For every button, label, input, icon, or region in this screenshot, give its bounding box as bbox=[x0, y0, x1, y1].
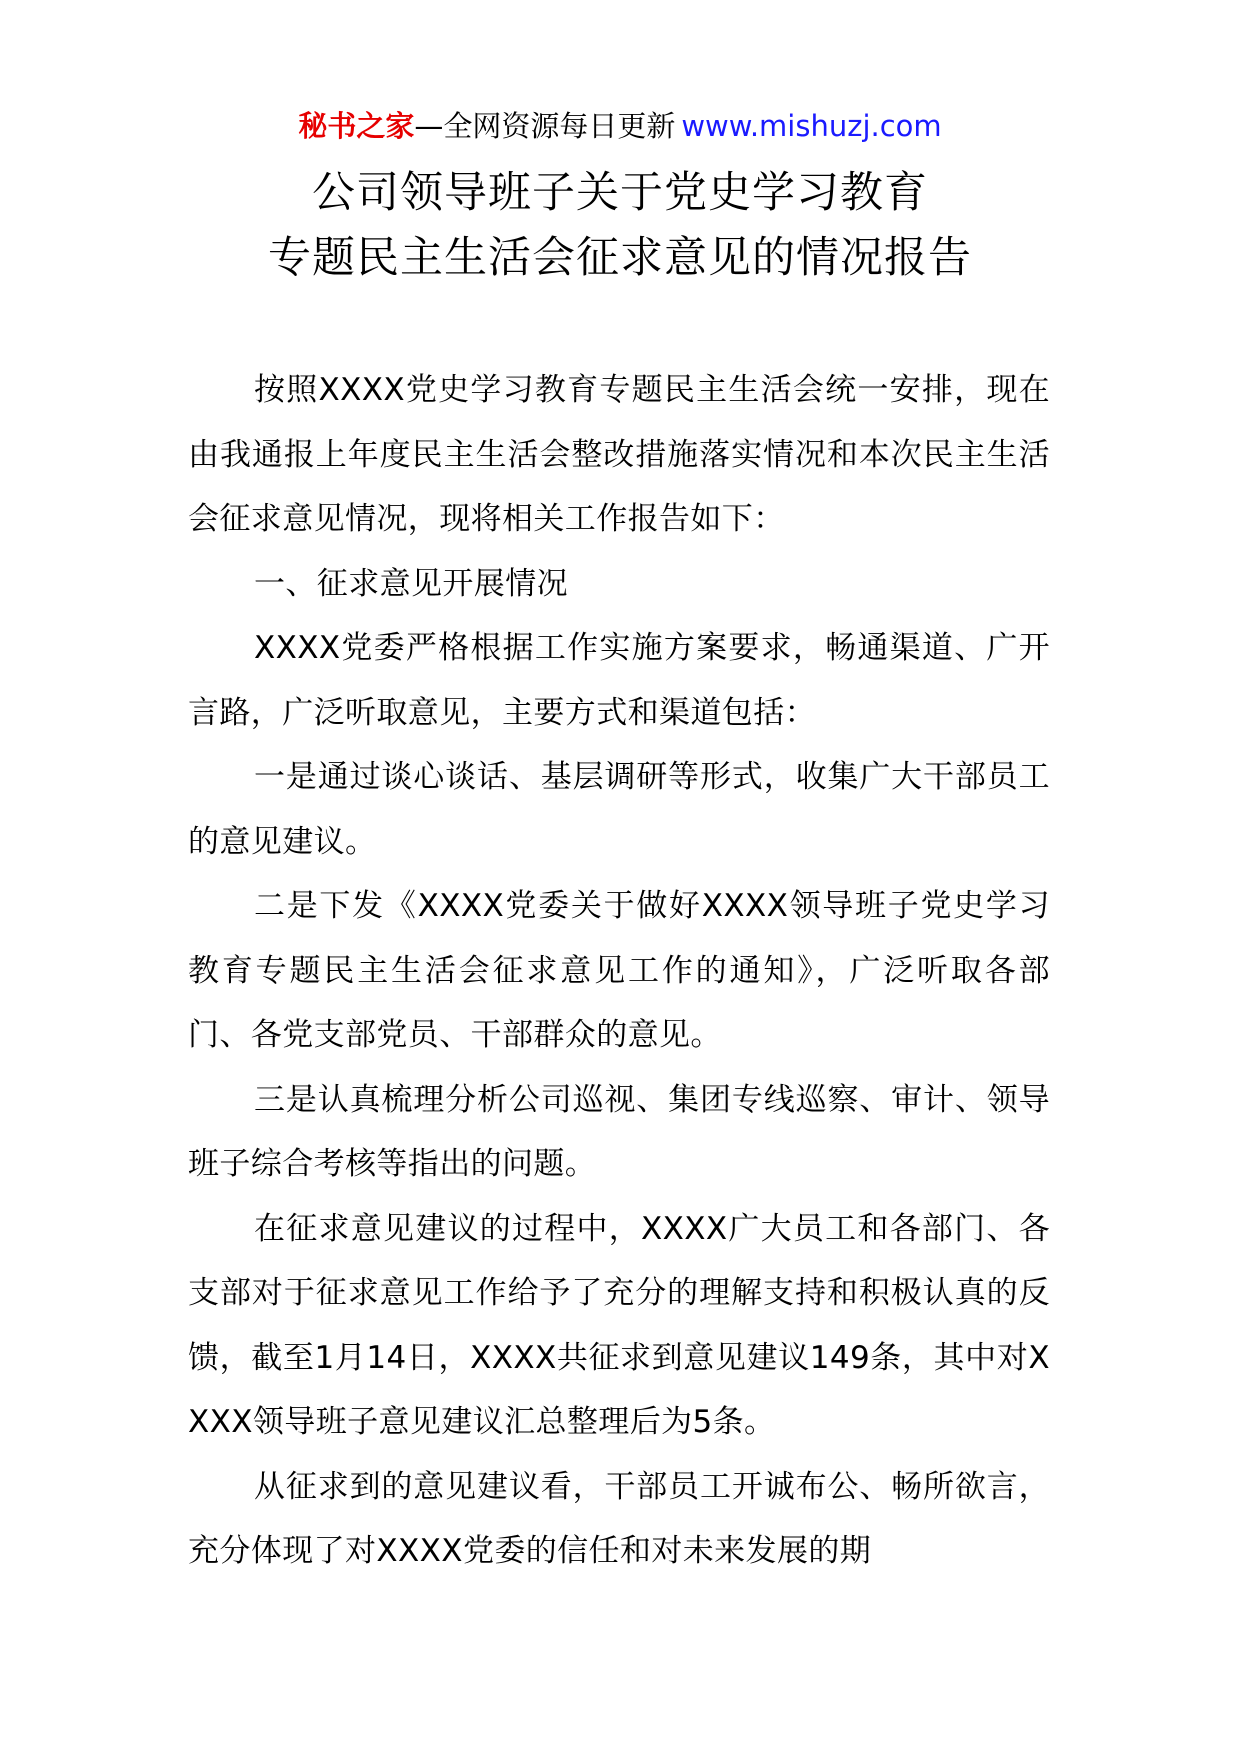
paragraph-item-1: 一是通过谈心谈话、基层调研等形式，收集广大干部员工的意见建议。 bbox=[188, 759, 1050, 860]
section-heading: 一、征求意见开展情况 bbox=[254, 565, 568, 602]
paragraph-intro: 按照XXXX党史学习教育专题民主生活会统一安排，现在由我通报上年度民主生活会整改措施落实情况和本次民主生活会征求意见情况，现将相关工作报告如下： bbox=[188, 372, 1050, 537]
site-header bbox=[0, 102, 1240, 150]
paragraph-summary: 从征求到的意见建议看，干部员工开诚布公、畅所欲言，充分体现了对XXXX党委的信任和对未来发展的期 bbox=[188, 1468, 1050, 1569]
paragraph-feedback: 在征求意见建议的过程中，XXXX广大员工和各部门、各支部对于征求意见工作给予了充分的理解支持和积极认真的反馈，截至1月14日，XXXX共征求到意见建议149条，其中对XXXX领导班子意见建议汇总整理后为5条。 bbox=[188, 1210, 1050, 1440]
site-url-link[interactable]: www.mishuzj.com bbox=[681, 109, 942, 143]
header-slogan: —全网资源每日更新 bbox=[414, 109, 676, 143]
document-body bbox=[188, 358, 1050, 1584]
paragraph-channels: XXXX党委严格根据工作实施方案要求，畅通渠道、广开言路，广泛听取意见，主要方式和渠道包括： bbox=[188, 630, 1050, 731]
paragraph-item-2: 二是下发《XXXX党委关于做好XXXX领导班子党史学习教育专题民主生活会征求意见工作的通知》，广泛听取各部门、各党支部党员、干部群众的意见。 bbox=[188, 888, 1050, 1053]
paragraph-item-3: 三是认真梳理分析公司巡视、集团专线巡察、审计、领导班子综合考核等指出的问题。 bbox=[188, 1081, 1050, 1182]
document-title-line-1: 公司领导班子关于党史学习教育 bbox=[312, 168, 928, 218]
brand-name: 秘书之家 bbox=[298, 109, 415, 143]
document-title-line-2: 专题民主生活会征求意见的情况报告 bbox=[268, 233, 972, 283]
